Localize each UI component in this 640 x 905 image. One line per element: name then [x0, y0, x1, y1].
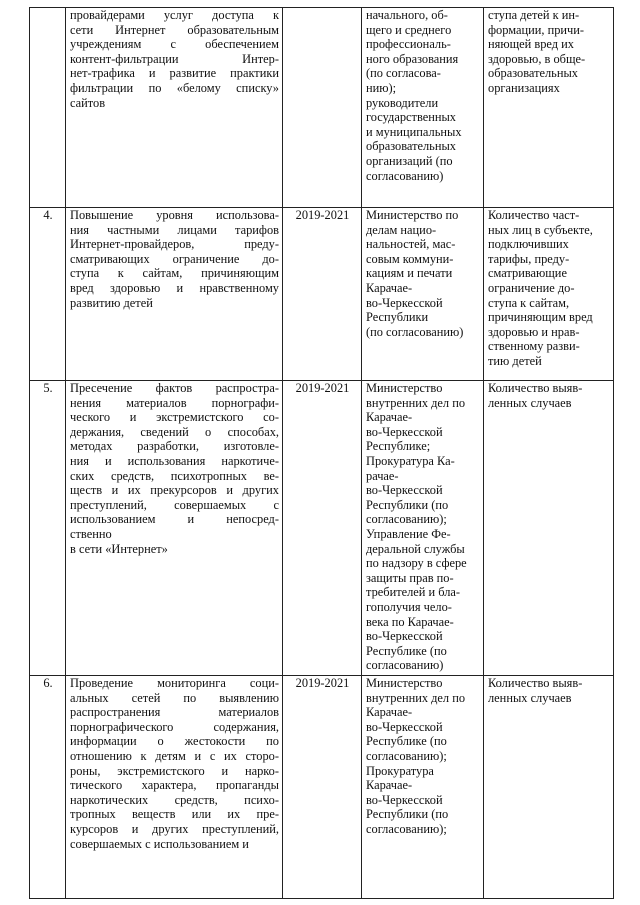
executor-text-line: по надзору в сфере — [366, 556, 467, 571]
executor-text-line: Карачае- — [366, 410, 413, 425]
executor-text-line: щего и среднего — [366, 22, 452, 37]
indicator-text-line: образовательных — [488, 66, 578, 81]
action-text-line: сети Интернет образовательным — [70, 22, 279, 37]
executor-text-line: нию); — [366, 80, 397, 95]
action-text-line: в сети «Интернет» — [70, 541, 168, 556]
executor-text-line: (по согласованию) — [366, 324, 464, 339]
row-number: 6. — [30, 676, 66, 899]
executor-text-line: Республике (по — [366, 643, 447, 658]
action-text-line: использованием и непосред- — [70, 512, 279, 527]
action-text-line: держания, сведений о способах, — [70, 424, 279, 439]
executor-text-line: профессиональ- — [366, 37, 451, 52]
row-number: 5. — [30, 381, 66, 676]
action-text-line: тропных веществ или их пре- — [70, 807, 279, 822]
executor-text-line: образовательных — [366, 139, 456, 154]
executor-text-line: Министерство — [366, 381, 443, 395]
executor-text-line: Прокуратура — [366, 763, 434, 778]
table-row — [30, 8, 614, 208]
executor-text-line: руководители — [366, 95, 439, 110]
row-number: 4. — [30, 208, 66, 381]
action-text-line: нет-трафика и развитие практики — [70, 66, 279, 81]
executor-text-line: рачае- — [366, 468, 399, 483]
executor-text-line: делам нацио- — [366, 222, 437, 237]
indicator-text-line: причиняющим вред — [488, 310, 593, 325]
executor-text-line: во-Черкесской — [366, 719, 443, 734]
action-cell — [66, 676, 283, 899]
executor-text-line: Министерство — [366, 676, 443, 690]
action-text-line: нения материалов порнографи- — [70, 395, 279, 410]
executor-text-line: согласованию); — [366, 512, 447, 527]
executor-text-line: защиты прав по- — [366, 570, 454, 585]
executor-text-line: нальностей, мас- — [366, 237, 456, 252]
indicator-text-line: Количество част- — [488, 208, 580, 222]
executor-text-line: Республики (по — [366, 497, 449, 512]
action-text-line: методах разработки, изготовле- — [70, 439, 279, 454]
indicator-text-line: ных лиц в субъекте, — [488, 222, 593, 237]
executor-text-line: Управление Фе- — [366, 526, 451, 541]
executor-text-line: кациям и печати — [366, 266, 453, 281]
action-text-line: контент-фильтрации Интер- — [70, 51, 279, 66]
executor-text-line: во-Черкесской — [366, 792, 443, 807]
executor-text-line: ного образования — [366, 51, 459, 66]
indicator-text-line: ступа детей к ин- — [488, 8, 580, 22]
indicator-text-line: ленных случаев — [488, 690, 572, 705]
action-cell — [66, 208, 283, 381]
executor-cell — [362, 208, 484, 381]
indicator-text-line: Количество выяв- — [488, 381, 583, 395]
executor-text-line: Республики — [366, 310, 429, 325]
action-text-line: ществ и их прекурсоров и других — [70, 483, 279, 498]
executor-text-line: гополучия чело- — [366, 599, 452, 614]
indicator-text-line: формации, причи- — [488, 22, 585, 37]
executor-text-line: государственных — [366, 110, 457, 125]
executor-cell — [362, 676, 484, 899]
action-cell — [66, 8, 283, 208]
indicator-text-line: организациях — [488, 80, 560, 95]
action-text-line: Интернет-провайдеров, преду- — [70, 237, 279, 252]
executor-text-line: во-Черкесской — [366, 424, 443, 439]
action-text-line: информации о жестокости по — [70, 734, 279, 749]
action-text-line: отношению к детям и с их сторо- — [70, 748, 279, 763]
table-row — [30, 208, 614, 381]
action-text-line: провайдерами услуг доступа к — [70, 8, 279, 22]
period-cell: 2019-2021 — [283, 208, 362, 381]
executor-cell — [362, 381, 484, 676]
executor-text-line: Карачае- — [366, 280, 413, 295]
executor-text-line: организаций (по — [366, 153, 453, 168]
action-text-line: ния и использования наркотиче- — [70, 453, 279, 468]
indicator-text-line: ленных случаев — [488, 395, 572, 410]
action-text-line: развитию детей — [70, 295, 153, 310]
executor-text-line: Карачае- — [366, 778, 413, 793]
period-cell: 2019-2021 — [283, 381, 362, 676]
indicator-cell — [484, 208, 614, 381]
indicator-cell — [484, 8, 614, 208]
indicator-text-line: ступа к сайтам, — [488, 295, 570, 310]
executor-text-line: согласованию) — [366, 168, 444, 183]
executor-text-line: требителей и бла- — [366, 585, 461, 600]
action-text-line: ния частными лицами тарифов — [70, 222, 279, 237]
indicator-text-line: няющей вред их — [488, 37, 574, 52]
action-text-line: Повышение уровня использова- — [70, 208, 279, 222]
action-text-line: Проведение мониторинга соци- — [70, 676, 279, 690]
indicator-text-line: сматривающие — [488, 266, 567, 281]
table-row — [30, 676, 614, 899]
indicator-text-line: тию детей — [488, 353, 542, 368]
indicator-text-line: Количество выяв- — [488, 676, 583, 690]
executor-text-line: совым коммуни- — [366, 251, 454, 266]
action-text-line: Пресечение фактов распростра- — [70, 381, 279, 395]
action-cell — [66, 381, 283, 676]
executor-text-line: внутренних дел по — [366, 690, 466, 705]
action-text-line: наркотических средств, психо- — [70, 792, 279, 807]
action-text-line: ческого и экстремистского со- — [70, 410, 279, 425]
executor-text-line: века по Карачае- — [366, 614, 454, 629]
indicator-text-line: ственному разви- — [488, 339, 580, 354]
action-text-line: ских средств, психотропных ве- — [70, 468, 279, 483]
action-text-line: распространения материалов — [70, 705, 279, 720]
action-text-line: учреждениям с обеспечением — [70, 37, 279, 52]
indicator-cell — [484, 381, 614, 676]
row-number — [30, 8, 66, 208]
executor-text-line: (по согласова- — [366, 66, 441, 81]
action-text-line: сматривающих ограничение до- — [70, 251, 279, 266]
executor-text-line: во-Черкесской — [366, 483, 443, 498]
period-cell — [283, 8, 362, 208]
executor-text-line: во-Черкесской — [366, 629, 443, 644]
action-plan-table — [29, 7, 614, 899]
action-text-line: тического характера, пропаганды — [70, 778, 279, 793]
indicator-text-line: тарифы, преду- — [488, 251, 570, 266]
action-text-line: курсоров и других преступлений, — [70, 821, 279, 836]
executor-text-line: и муниципальных — [366, 124, 462, 139]
executor-text-line: согласованию) — [366, 658, 444, 673]
executor-text-line: Республики (по — [366, 807, 449, 822]
indicator-cell — [484, 676, 614, 899]
action-text-line: преступлений, совершаемых с — [70, 497, 279, 512]
executor-text-line: Республике (по — [366, 734, 447, 749]
action-text-line: ступа к сайтам, причиняющим — [70, 266, 279, 281]
indicator-text-line: здоровью и нрав- — [488, 324, 580, 339]
action-text-line: роны, экстремистского и нарко- — [70, 763, 279, 778]
executor-text-line: Республике; — [366, 439, 431, 454]
executor-text-line: Карачае- — [366, 705, 413, 720]
executor-text-line: во-Черкесской — [366, 295, 443, 310]
executor-text-line: внутренних дел по — [366, 395, 466, 410]
table-row — [30, 381, 614, 676]
executor-text-line: Министерство по — [366, 208, 459, 222]
action-text-line: сайтов — [70, 95, 106, 110]
executor-text-line: согласованию); — [366, 748, 447, 763]
executor-text-line: согласованию); — [366, 821, 447, 836]
action-text-line: вред здоровью и нравственному — [70, 280, 279, 295]
executor-text-line: Прокуратура Ка- — [366, 453, 455, 468]
indicator-text-line: подключивших — [488, 237, 569, 252]
period-cell: 2019-2021 — [283, 676, 362, 899]
indicator-text-line: здоровью, в обще- — [488, 51, 586, 66]
action-text-line: фильтрации по «белому списку» — [70, 80, 279, 95]
action-plan-body — [30, 8, 614, 899]
executor-cell — [362, 8, 484, 208]
indicator-text-line: ограничение до- — [488, 280, 575, 295]
action-text-line: порнографического содержания, — [70, 719, 279, 734]
executor-text-line: начального, об- — [366, 8, 448, 22]
action-text-line: ственно — [70, 526, 112, 541]
executor-text-line: деральной службы — [366, 541, 465, 556]
action-text-line: альных сетей по выявлению — [70, 690, 279, 705]
action-text-line: совершаемых с использованием и — [70, 836, 249, 851]
